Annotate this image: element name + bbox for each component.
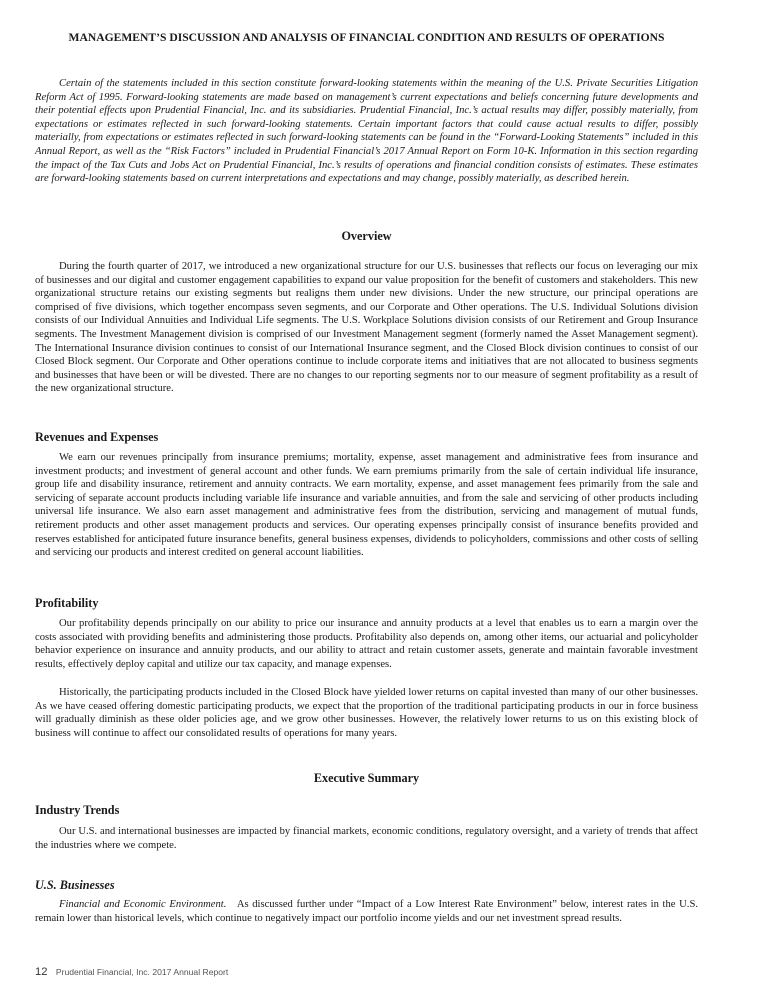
section-heading-us-businesses: U.S. Businesses [35,878,115,892]
page-title: MANAGEMENT’S DISCUSSION AND ANALYSIS OF FINANCIAL CONDITION AND RESULTS OF OPERATIONS [68,31,665,44]
section-heading-executive-summary: Executive Summary [313,771,420,785]
section-heading-profitability: Profitability [35,596,99,610]
section-heading-industry-trends: Industry Trends [35,803,120,817]
us-businesses-paragraph [35,898,698,925]
page-footer [35,966,228,978]
profitability-paragraph-1: Our profitability depends principally on our ability to price our insurance and annuity products at a level that enables us to earn a margin over the costs associated with providing benefits and administering those products. Profitability also depends on, among other items, our actuarial and policyholder behavior experience on insurance and annuity products, and our ability to attract and retain customer assets, generate and maintain favorable investment results, effectively deploy capital and utilize our tax capacity, and manage expenses. [35,618,698,670]
overview-paragraph: During the fourth quarter of 2017, we introduced a new organizational structure for our U.S. businesses that reflects our focus on leveraging our mix of businesses and our digital and customer engagement capabilities to expand our value proposition for the benefit of customers and stakeholders. This new organizational structure retains our existing segments but realigns them under new divisions. Under the new structure, our principal operations are comprised of five divisions, which together encompass seven segments, and our Corporate and Other operations. The U.S. Individual Solutions division consists of our Individual Annuities and Individual Life segments. The U.S. Workplace Solutions division consists of our Retirement and Group Insurance segments. The Investment Management division is comprised of our Investment Management segment (formerly named the Asset Management segment). The International Insurance division continues to consist of our International Insurance segment, and the Closed Block division continues to consist of our Closed Block segment. Our Corporate and Other operations continue to include corporate items and initiatives that are not allocated to business segments and businesses that have been or will be divested. There are no changes to our reporting segments nor to our measure of segment profitability as a result of the new organizational structure. [35,261,698,395]
page-number: 12 [35,966,48,978]
industry-trends-paragraph: Our U.S. and international businesses are impacted by financial markets, economic conditions, regulatory oversight, and a variety of trends that affect the industries where we compete. [35,826,698,851]
report-name: Prudential Financial, Inc. 2017 Annual Report [55,967,229,977]
financial-environment-lead: Financial and Economic Environment. [59,899,227,910]
section-heading-revenues-expenses: Revenues and Expenses [35,430,159,444]
section-heading-overview: Overview [341,229,392,243]
revenues-expenses-paragraph: We earn our revenues principally from insurance premiums; mortality, expense, asset management and administrative fees from insurance and investment products; and investment of general account and other funds. We earn premiums primarily from the sale of certain individual life insurance, group life and disability insurance, retirement and annuity contracts. We earn mortality, expense, and asset management fees primarily from the sale and servicing of separate account products including variable life insurance and variable annuities, and from the sale and servicing of other products including universal life insurance. We also earn asset management and administrative fees from the distribution, servicing and management of mutual funds, retirement products and other asset management products and services. Our operating expenses principally consist of insurance benefits provided and reserves established for anticipated future insurance benefits, general business expenses, dividends to policyholders, commissions and other costs of selling and servicing our products and interest credited on general account liabilities. [35,452,698,559]
forward-looking-disclaimer: Certain of the statements included in this section constitute forward-looking statements within the meaning of the U.S. Private Securities Litigation Reform Act of 1995. Forward-looking statements are made based on management’s current expectations and beliefs concerning future developments and their potential effects upon Prudential Financial, Inc. and its subsidiaries. Prudential Financial, Inc.’s actual results may differ, possibly materially, from expectations or estimates reflected in such forward-looking statements. Certain important factors that could cause actual results to differ, possibly materially, from expectations or estimates reflected in such forward-looking statements can be found in the “Forward-Looking Statements” included in this Annual Report, as well as the “Risk Factors” included in Prudential Financial’s 2017 Annual Report on Form 10-K. Information in this section regarding the impact of the Tax Cuts and Jobs Act on Prudential Financial, Inc.’s results of operations and financial condition consists of estimates. These estimates are forward-looking statements based on current interpretations and expectations and may change, possibly materially, as described herein. [35,78,698,185]
financial-environment-text: As discussed further under “Impact of a Low Interest Rate Environment” below, interest rates in the U.S. remain lower than historical levels, which continue to negatively impact our portfolio income yields and our net investment spread results. [35,899,698,924]
profitability-paragraph-2: Historically, the participating products included in the Closed Block have yielded lower returns on capital invested than many of our other businesses. As we have ceased offering domestic participating products, we expect that the proportion of the traditional participating products in our in force business will gradually diminish as these older policies age, and we grow other businesses. However, the relatively lower returns to us on this existing block of business will continue to affect our consolidated results of operations for many years. [35,687,698,739]
